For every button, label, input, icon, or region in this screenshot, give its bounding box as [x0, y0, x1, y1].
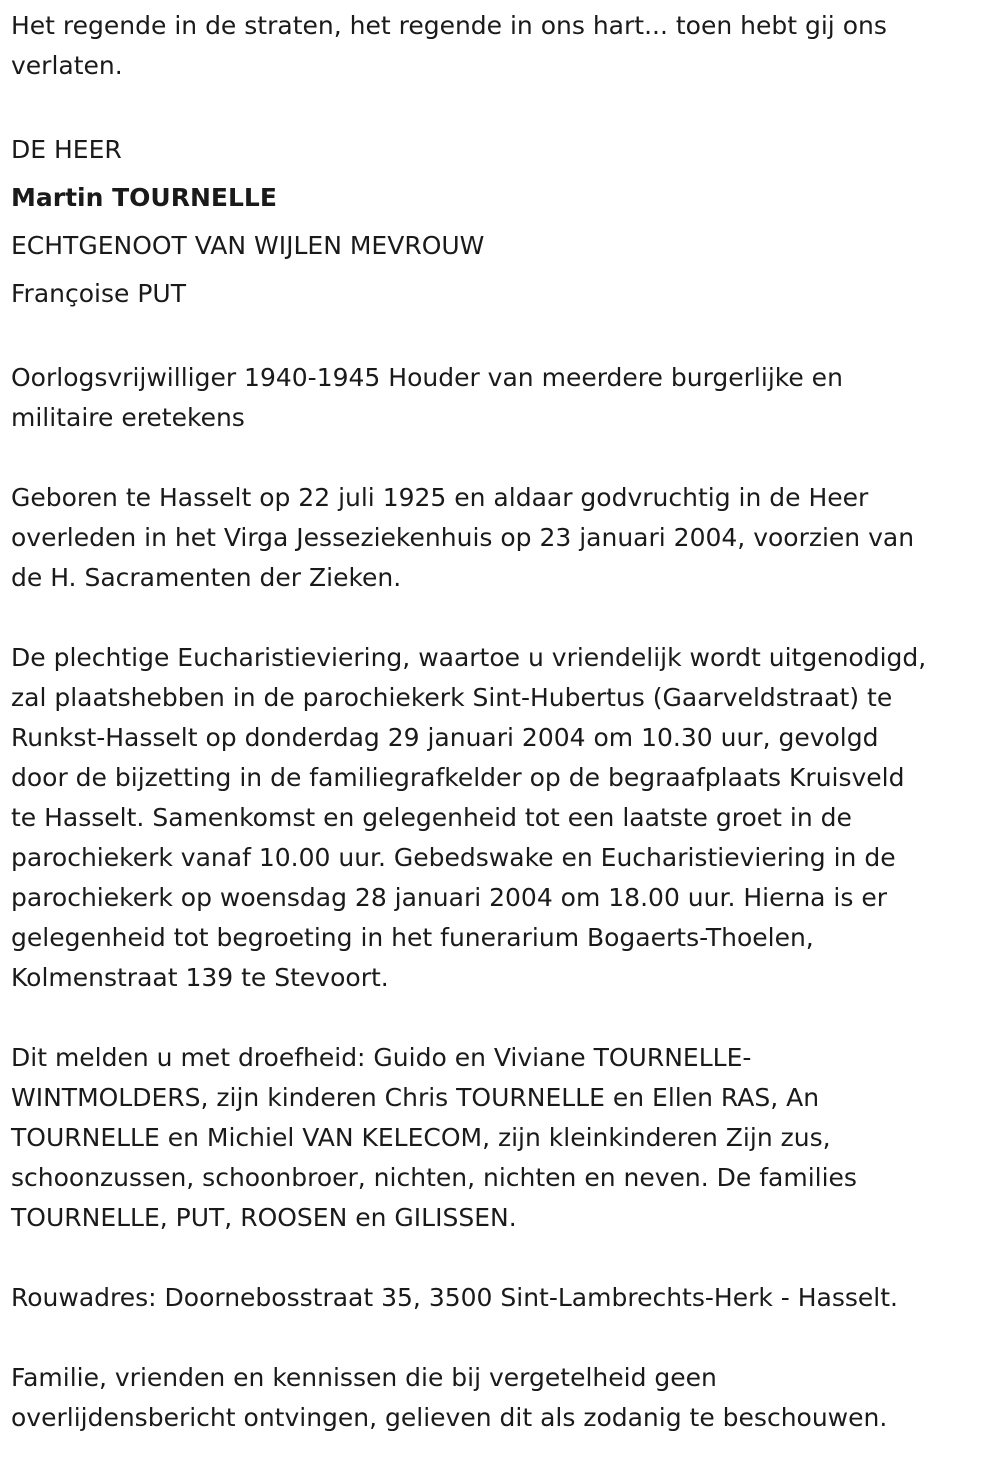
deceased-heading [11, 126, 991, 318]
title-prefix: DE HEER [11, 135, 122, 164]
deceased-name: Martin TOURNELLE [11, 183, 277, 212]
closing-text: Familie, vrienden en kennissen die bij vergetelheid geen overlijdensbericht ontvingen, gelieven dit als zodanig te beschouwen. [11, 1363, 888, 1432]
honors-text: Oorlogsvrijwilliger 1940-1945 Houder van meerdere burgerlijke en militaire eretekens [11, 363, 843, 432]
service-text: De plechtige Eucharistieviering, waartoe u vriendelijk wordt uitgenodigd, zal plaatshebben in de parochiekerk Sint-Hubertus (Gaarveldstraat) te Runkst-Hasselt op donderdag 29 januari 2004 om 10.30 uur, gevolgd door de bijzetting in de familiegrafkelder op de begraafplaats Kruisveld te Hasselt. Samenkomst en gelegenheid tot een laatste groet in de parochiekerk vanaf 10.00 uur. Gebedswake en Eucharistieviering in de parochiekerk op woensdag 28 januari 2004 om 18.00 uur. Hierna is er gelegenheid tot begroeting in het funerarium Bogaerts-Thoelen, Kolmenstraat 139 te Stevoort. [11, 643, 927, 992]
spouse-name: Françoise PUT [11, 279, 186, 308]
family-text: Dit melden u met droefheid: Guido en Viviane TOURNELLE- WINTMOLDERS, zijn kinderen Chris TOURNELLE en Ellen RAS, An TOURNELLE en Michiel VAN KELECOM, zijn kleinkinderen Zijn zus, schoonzussen, schoonbroer, nichten, nichten en neven. De families TOURNELLE, PUT, ROOSEN en GILISSEN. [11, 1043, 857, 1232]
birth-death-text: Geboren te Hasselt op 22 juli 1925 en aldaar godvruchtig in de Heer overleden in het Virga Jesseziekenhuis op 23 januari 2004, voorzien van de H. Sacramenten der Zieken. [11, 483, 915, 592]
intro-text: Het regende in de straten, het regende in ons hart... toen hebt gij ons verlaten. [11, 11, 887, 80]
spouse-label: ECHTGENOOT VAN WIJLEN MEVROUW [11, 231, 485, 260]
address-text: Rouwadres: Doornebosstraat 35, 3500 Sint-Lambrechts-Herk - Hasselt. [11, 1283, 898, 1312]
obituary-notice [11, 6, 991, 1478]
